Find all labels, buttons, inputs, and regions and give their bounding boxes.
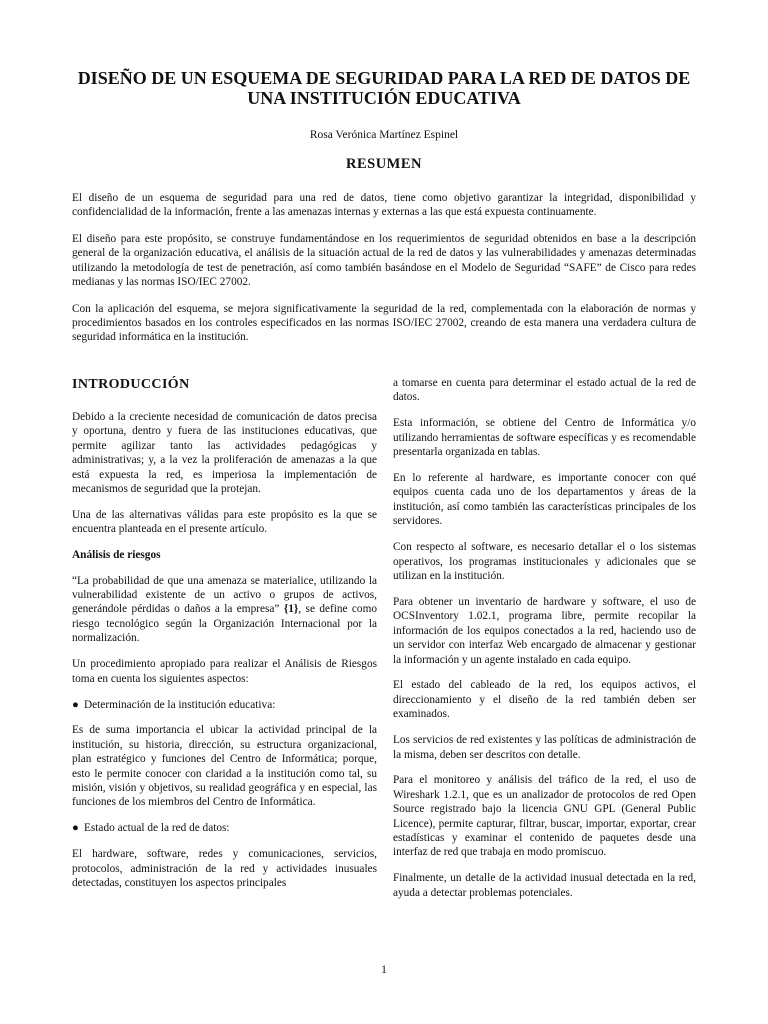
risk-definition-text: , se define como riesgo tecnológico según la Organización Internacional por la normalización. [72, 603, 378, 645]
risk-definition-paragraph [72, 574, 377, 646]
intro-paragraph-1: Debido a la creciente necesidad de comunicación de datos precisa y oportuna, dentro y fuera de las instituciones educativas, que permite agilizar tanto las actividades pedagógicas y administrativas; y, a la vez la proliferación de amenazas a la que está expuesta la red, es imperiosa la implementación de mecanismos de seguridad que la protejan. [72, 411, 377, 496]
bullet-item-institution [72, 698, 377, 712]
right-column [393, 376, 696, 912]
abstract-heading: RESUMEN [345, 156, 422, 172]
institution-paragraph: Es de suma importancia el ubicar la actividad principal de la institución, su historia, dirección, su estructura organizacional, plan estratégico y funciones del Centro de Informática; porque, esto le permite conocer con claridad a la institución como tal, su misión, visión y objetivos, su realidad geográfica y en especial, las funciones de los miembros del Centro de Informática. [72, 724, 377, 809]
abstract-paragraph-3: Con la aplicación del esquema, se mejora significativamente la seguridad de la red, complementada con la elaboración de normas y procedimientos basados en los controles especificados en las normas ISO/IEC 27002, creando de esta manera una verdadera cultura de seguridad informática en la institución. [72, 302, 696, 344]
bullet-icon: ● [72, 698, 79, 711]
right-paragraph-5: Para obtener un inventario de hardware y software, el uso de OCSInventory 1.02.1, programa libre, permite recopilar la información de los equipos conectados a la red, haciendo uso de un servidor con interfaz Web encargado de almacenar y gestionar la información y un agente instalado en cada equipo. [393, 595, 696, 666]
right-paragraph-2: Esta información, se obtiene del Centro de Informática y/o utilizando herramientas de software específicas y es recomendable presentarla organizada en tablas. [393, 417, 696, 459]
right-paragraph-9: Finalmente, un detalle de la actividad inusual detectada en la red, ayuda a detectar problemas potenciales. [393, 872, 696, 899]
procedure-paragraph: Un procedimiento apropiado para realizar el Análisis de Riesgos toma en cuenta los siguientes aspectos: [72, 658, 377, 685]
risk-quote-text: “La probabilidad de que una amenaza se materialice, utilizando la vulnerabilidad existente de un activo o grupos de activos, generándole pérdidas o daños a la empresa” [72, 574, 377, 616]
bullet-text: Determinación de la institución educativa: [84, 698, 276, 711]
bullet-item-network-state [72, 821, 377, 835]
abstract-paragraph-1: El diseño de un esquema de seguridad para una red de datos, tiene como objetivo garantizar la integridad, disponibilidad y confidencialidad de la información, frente a las amenazas internas y externas a las que está expuesta continuamente. [72, 192, 696, 219]
right-paragraph-4: Con respecto al software, es necesario detallar el o los sistemas operativos, los programas institucionales y adicionales que se utilizan en la institución. [393, 541, 696, 582]
citation-reference: {1} [283, 603, 299, 616]
right-paragraph-8: Para el monitoreo y análisis del tráfico de la red, el uso de Wireshark 1.2.1, que es un analizador de protocolos de red Open Source registrado bajo la licencia GNU GPL (General Public Licence), permite capturar, filtrar, buscar, importar, exportar, crear estadísticas y examinar el contenido de paquetes desde una interfaz de red que trabaja en modo promiscuo. [393, 774, 696, 859]
intro-paragraph-2: Una de las alternativas válidas para este propósito es la que se encuentra planteada en el presente artículo. [72, 508, 377, 536]
title-line-1: DISEÑO DE UN ESQUEMA DE SEGURIDAD PARA LA RED DE DATOS DE [77, 68, 691, 88]
left-column [72, 376, 377, 902]
right-paragraph-7: Los servicios de red existentes y las políticas de administración de la misma, deben ser descritos con detalle. [393, 734, 696, 761]
right-paragraph-1: a tomarse en cuenta para determinar el estado actual de la red de datos. [393, 377, 696, 404]
paper-title [60, 68, 708, 108]
bullet-icon: ● [72, 822, 79, 835]
author-name: Rosa Verónica Martínez Espinel [309, 129, 459, 141]
page-number: 1 [381, 964, 387, 976]
right-paragraph-3: En lo referente al hardware, es importante conocer con qué equipos cuenta cada uno de los departamentos y áreas de la institución, así como también las características principales de los servidores. [393, 472, 696, 528]
network-aspects-paragraph: El hardware, software, redes y comunicaciones, servicios, protocolos, administración de la red y actividades inusuales detectadas, constituyen los aspectos principales [72, 848, 377, 890]
subheading-risk-analysis: Análisis de riesgos [72, 549, 161, 562]
bullet-text: Estado actual de la red de datos: [84, 822, 230, 835]
abstract-paragraph-2: El diseño para este propósito, se construye fundamentándose en los requerimientos de seguridad obtenidos en base a la descripción general de la organización educativa, el análisis de la situación actual de la red de datos y las vulnerabilidades y amenazas determinadas utilizando la metodología de test de penetración, así como también basándose en el Modelo de Seguridad “SAFE” de Cisco para redes medianas y las normas ISO/IEC 27002. [72, 233, 696, 288]
title-line-2: UNA INSTITUCIÓN EDUCATIVA [247, 88, 521, 108]
abstract-body [72, 191, 696, 357]
right-paragraph-6: El estado del cableado de la red, los equipos activos, el direccionamiento y el diseño de la red también deben ser examinados. [393, 679, 696, 721]
intro-heading: INTRODUCCIÓN [72, 377, 190, 392]
